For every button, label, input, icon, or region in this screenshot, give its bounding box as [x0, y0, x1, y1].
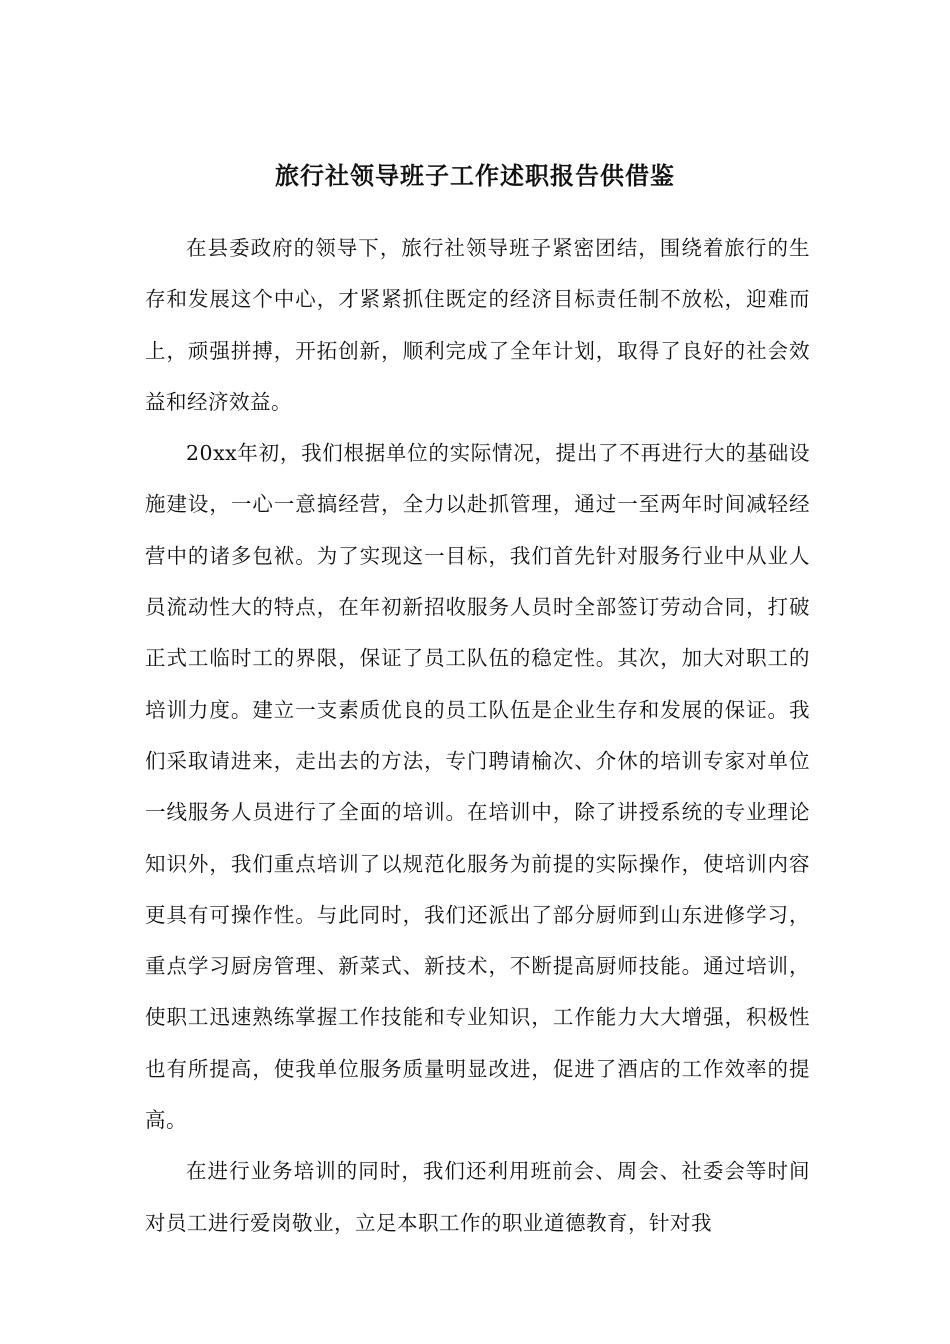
- paragraph-3: 在进行业务培训的同时，我们还利用班前会、周会、社委会等时间对员工进行爱岗敬业，立足本职工作的职业道德教育，针对我: [145, 1159, 810, 1235]
- document-title: 旅行社领导班子工作述职报告供借鉴: [275, 161, 675, 190]
- paragraph-2: 20xx年初，我们根据单位的实际情况，提出了不再进行大的基础设施建设，一心一意搞经营，全力以赴抓管理，通过一至两年时间减轻经营中的诸多包袱。为了实现这一目标，我们首先针对服务行业中从业人员流动性大的特点，在年初新招收服务人员时全部签订劳动合同，打破正式工临时工的界限，保证了员工队伍的稳定性。其次，加大对职工的培训力度。建立一支素质优良的员工队伍是企业生存和发展的保证。我们采取请进来，走出去的方法，专门聘请榆次、介休的培训专家对单位一线服务人员进行了全面的培训。在培训中，除了讲授系统的专业理论知识外，我们重点培训了以规范化服务为前提的实际操作，使培训内容更具有可操作性。与此同时，我们还派出了部分厨师到山东进修学习，重点学习厨房管理、新菜式、新技术，不断提高厨师技能。通过培训，使职工迅速熟练掌握工作技能和专业知识，工作能力大大增强，积极性也有所提高，使我单位服务质量明显改进，促进了酒店的工作效率的提高。: [145, 441, 810, 1133]
- paragraph-1: 在县委政府的领导下，旅行社领导班子紧密团结，围绕着旅行的生存和发展这个中心，才紧紧抓住既定的经济目标责任制不放松，迎难而上，顽强拼搏，开拓创新，顺利完成了全年计划，取得了良好的社会效益和经济效益。: [145, 236, 810, 414]
- document-body: [145, 223, 810, 1249]
